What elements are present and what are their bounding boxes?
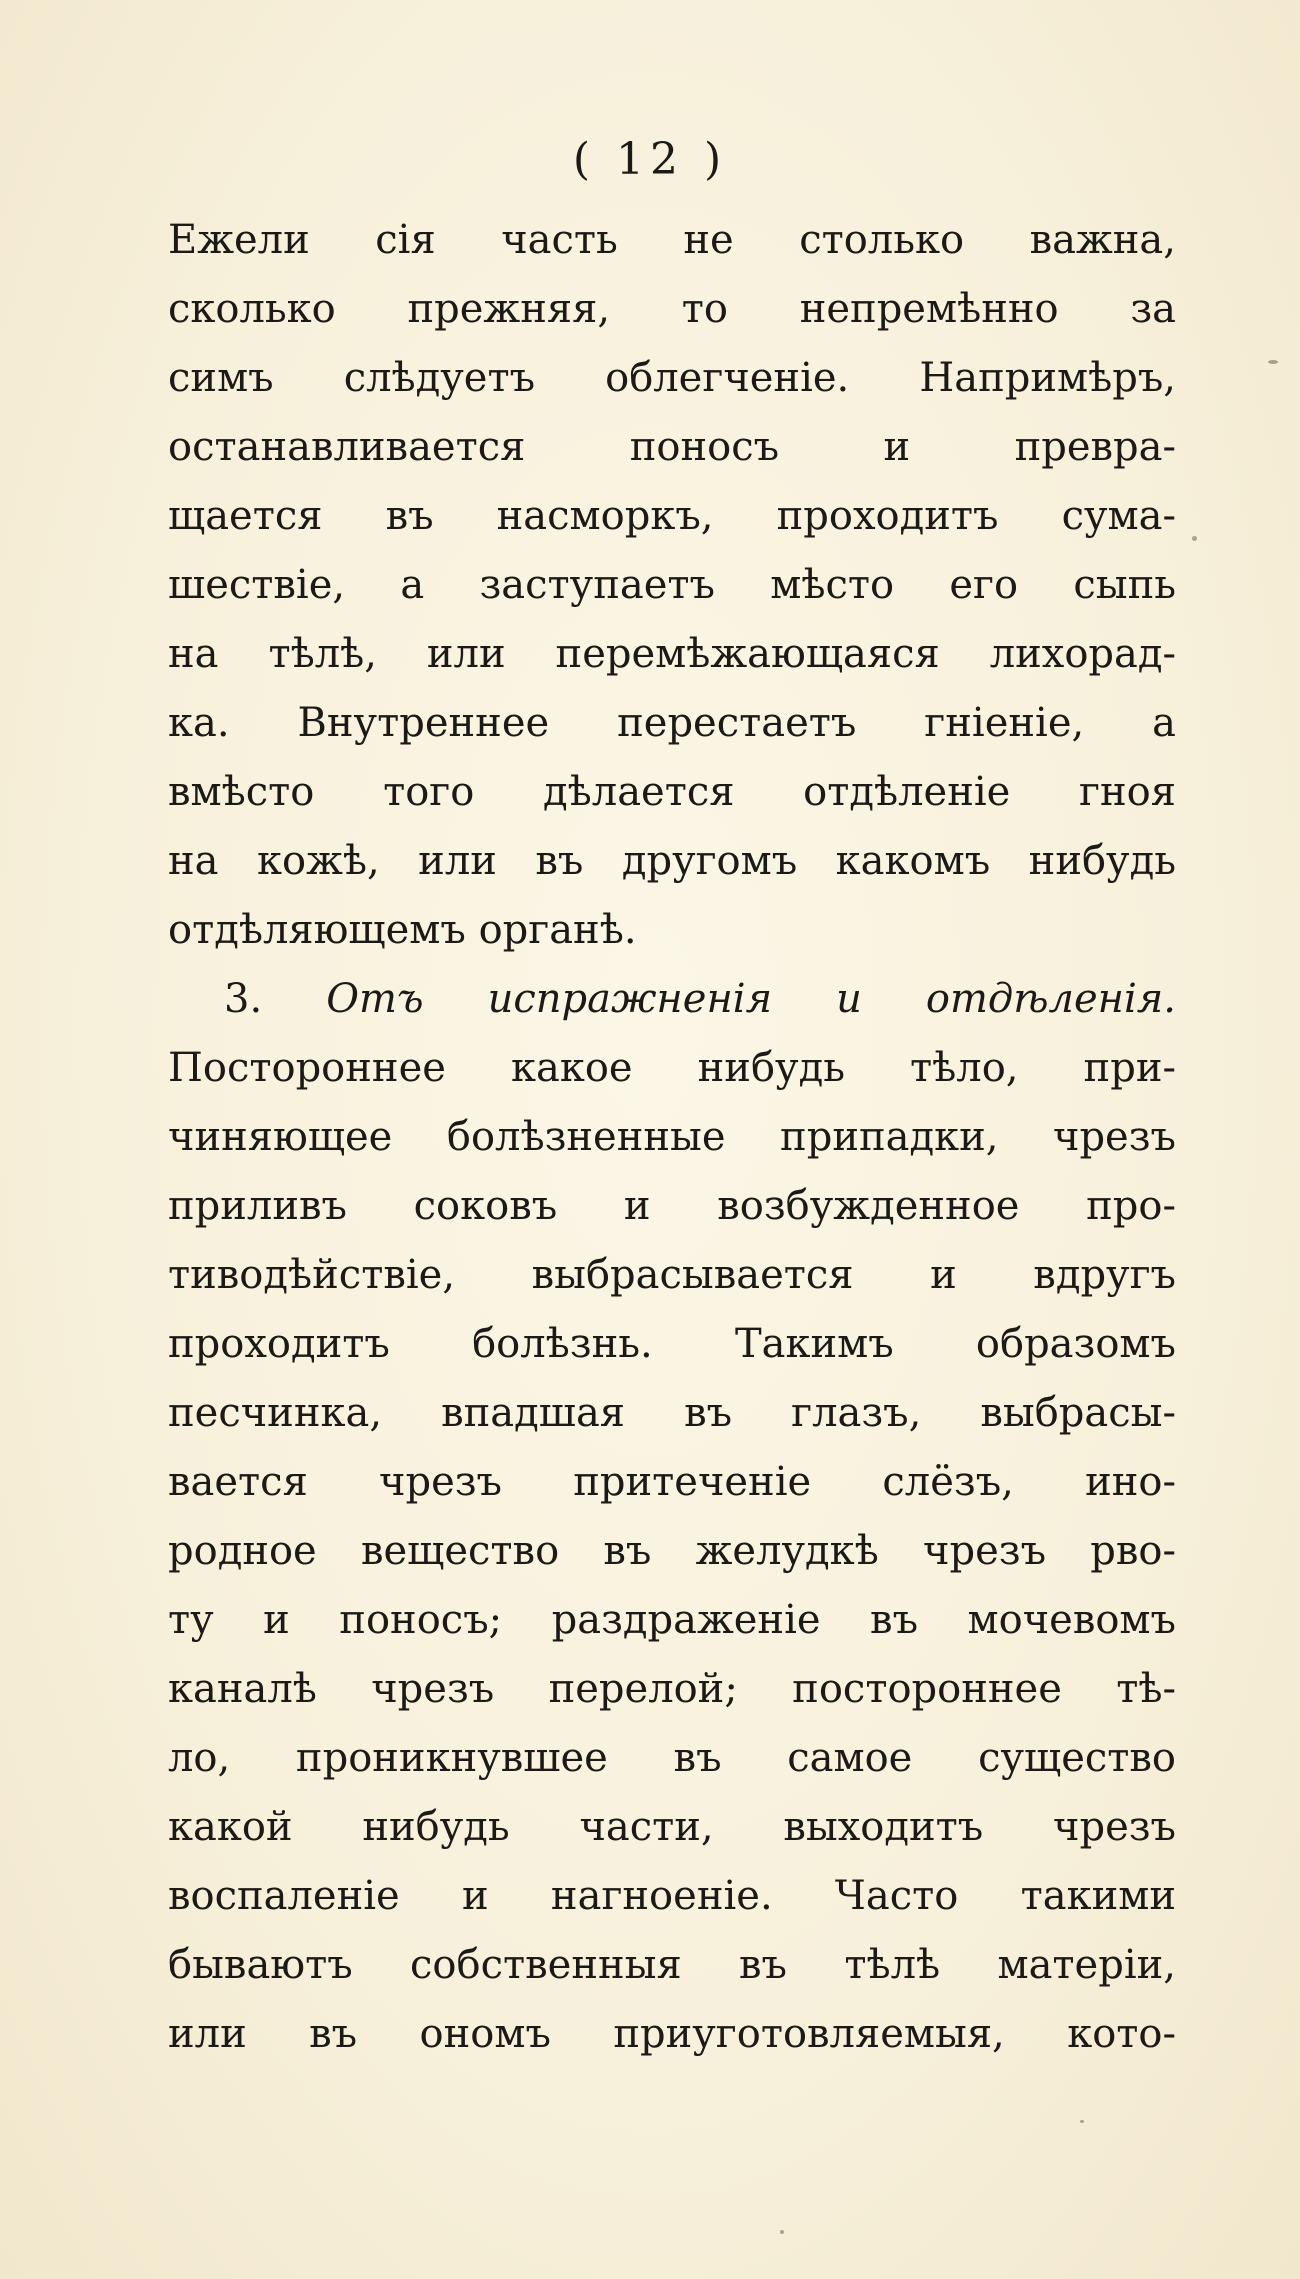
paper-speck — [1080, 2120, 1084, 2123]
paper-speck — [1192, 536, 1197, 541]
text-line: сколько прежняя, то непремѣнно за — [168, 286, 1176, 332]
text-line: воспаленіе и нагноеніе. Часто такими — [168, 1873, 1176, 1919]
section-heading — [168, 965, 1176, 1034]
text-line: отдѣляющемъ органѣ. — [168, 907, 637, 953]
text-line: родное вещество въ желудкѣ чрезъ рво- — [168, 1528, 1176, 1574]
text-line: вмѣсто того дѣлается отдѣленіе гноя — [168, 769, 1176, 815]
body-text — [168, 206, 1176, 2069]
text-line: на кожѣ, или въ другомъ какомъ нибудь — [168, 838, 1176, 884]
text-line: шествіе, а заступаетъ мѣсто его сыпь — [168, 562, 1176, 608]
section-number: 3. — [224, 976, 263, 1022]
text-line: тиводѣйствіе, выбрасывается и вдругъ — [168, 1252, 1176, 1298]
text-line: или въ ономъ приуготовляемыя, кото- — [168, 2011, 1176, 2057]
text-line: какой нибудь части, выходитъ чрезъ — [168, 1804, 1176, 1850]
text-line: чиняющее болѣзненные припадки, чрезъ — [168, 1114, 1176, 1160]
text-line: ка. Внутреннее перестаетъ гніеніе, а — [168, 700, 1176, 746]
text-line: приливъ соковъ и возбужденное про- — [168, 1183, 1176, 1229]
text-line: вается чрезъ притеченіе слёзъ, ино- — [168, 1459, 1176, 1505]
text-line: песчинка, впадшая въ глазъ, выбрасы- — [168, 1390, 1176, 1436]
text-line: на тѣлѣ, или перемѣжающаяся лихорад- — [168, 631, 1176, 677]
text-line: щается въ насморкъ, проходитъ сума- — [168, 493, 1176, 539]
text-line: каналѣ чрезъ перелой; постороннее тѣ- — [168, 1666, 1176, 1712]
text-line: ту и поносъ; раздраженіе въ мочевомъ — [168, 1597, 1176, 1643]
text-line: симъ слѣдуетъ облегченіе. Напримѣръ, — [168, 355, 1176, 401]
text-line: Постороннее какое нибудь тѣло, при- — [168, 1045, 1176, 1091]
text-line: проходитъ болѣзнь. Такимъ образомъ — [168, 1321, 1176, 1367]
text-line: Ежели сія часть не столько важна, — [168, 217, 1176, 263]
page-number: ( 12 ) — [572, 134, 728, 185]
text-line: останавливается поносъ и превра- — [168, 424, 1176, 470]
section-title: Отъ испражненія и отдѣленія. — [326, 976, 1176, 1022]
text-line: бываютъ собственныя въ тѣлѣ матеріи, — [168, 1942, 1176, 1988]
paper-speck — [1268, 360, 1278, 364]
text-line: ло, проникнувшее въ самое существо — [168, 1735, 1176, 1781]
paper-speck — [780, 2230, 784, 2234]
